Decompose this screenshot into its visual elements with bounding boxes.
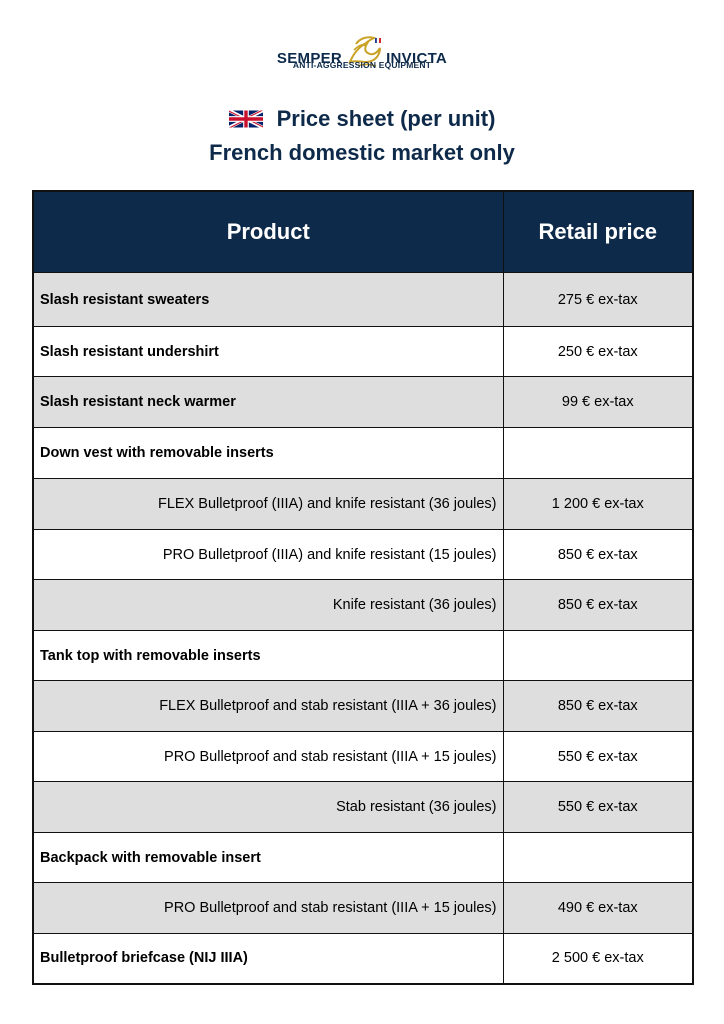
price-cell: 850 € ex-tax: [503, 580, 693, 631]
price-cell: 1 200 € ex-tax: [503, 479, 693, 530]
price-cell: 2 500 € ex-tax: [503, 934, 693, 984]
price-table: [32, 190, 694, 985]
price-column-header: Retail price: [503, 191, 693, 273]
table-row: [33, 883, 693, 934]
table-row: [33, 732, 693, 782]
page-title: Price sheet (per unit): [276, 106, 496, 131]
product-cell: PRO Bulletproof (IIIA) and knife resistant (15 joules): [33, 530, 503, 580]
table-row: [33, 782, 693, 833]
price-cell: [503, 428, 693, 479]
price-cell: 550 € ex-tax: [503, 782, 693, 833]
product-cell: Stab resistant (36 joules): [33, 782, 503, 833]
title-block: [0, 104, 724, 166]
brand-name-right: INVICTA: [386, 49, 448, 67]
table-row: [33, 479, 693, 530]
price-cell: [503, 631, 693, 681]
table-row: [33, 428, 693, 479]
product-cell: PRO Bulletproof and stab resistant (IIIA + 15 joules): [33, 732, 503, 782]
page-subtitle: French domestic market only: [209, 140, 515, 165]
product-cell: Slash resistant undershirt: [33, 327, 503, 377]
table-row: [33, 833, 693, 883]
table-row: [33, 934, 693, 984]
table-row: [33, 530, 693, 580]
price-cell: 550 € ex-tax: [503, 732, 693, 782]
brand-name-left: SEMPER: [276, 49, 343, 67]
table-header-row: [33, 191, 693, 273]
product-cell: PRO Bulletproof and stab resistant (IIIA + 15 joules): [33, 883, 503, 934]
product-cell: Slash resistant neck warmer: [33, 377, 503, 428]
price-cell: 250 € ex-tax: [503, 327, 693, 377]
product-cell: Down vest with removable inserts: [33, 428, 503, 479]
brand-row: [0, 40, 724, 76]
product-cell: Tank top with removable inserts: [33, 631, 503, 681]
brand-header: [0, 18, 724, 74]
product-cell: Slash resistant sweaters: [33, 273, 503, 327]
product-cell: Backpack with removable insert: [33, 833, 503, 883]
table-row: [33, 327, 693, 377]
title-line-1: [0, 104, 724, 134]
price-cell: 99 € ex-tax: [503, 377, 693, 428]
price-cell: 275 € ex-tax: [503, 273, 693, 327]
price-cell: [503, 833, 693, 883]
price-cell: 490 € ex-tax: [503, 883, 693, 934]
table-row: [33, 377, 693, 428]
uk-flag-icon: [229, 109, 263, 129]
product-cell: FLEX Bulletproof (IIIA) and knife resistant (36 joules): [33, 479, 503, 530]
table-row: [33, 631, 693, 681]
product-cell: Bulletproof briefcase (NIJ IIIA): [33, 934, 503, 984]
price-cell: 850 € ex-tax: [503, 681, 693, 732]
table-row: [33, 681, 693, 732]
product-cell: FLEX Bulletproof and stab resistant (IIIA + 36 joules): [33, 681, 503, 732]
table-row: [33, 580, 693, 631]
product-cell: Knife resistant (36 joules): [33, 580, 503, 631]
price-cell: 850 € ex-tax: [503, 530, 693, 580]
brand-tagline: ANTI-AGGRESSION EQUIPMENT: [292, 60, 432, 70]
product-column-header: Product: [33, 191, 503, 273]
table-row: [33, 273, 693, 327]
